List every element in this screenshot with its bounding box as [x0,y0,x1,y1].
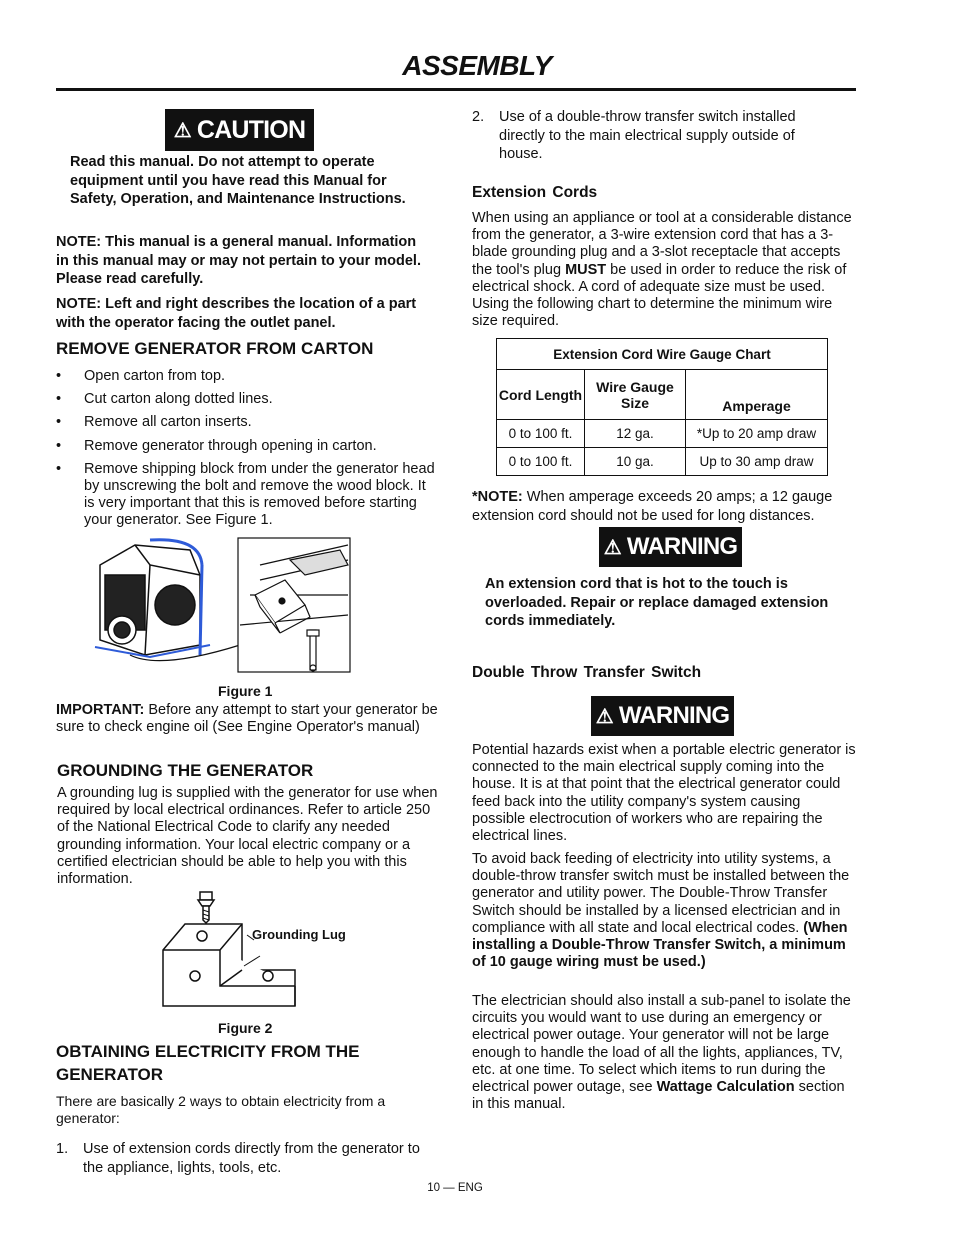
p3-text: The electrician should also install a sub-panel to isolate the circuits you would want to use during an emergency or electrical power outage. Your generator will not be large enough to handle the load of all the lights, appliances, TV, etc. at one time. To select which items to run during the electrical power outage, see [472,993,851,1096]
item-text: Use of extension cords directly from the generator to the appliance, lights, tools, etc. [83,1141,420,1176]
important-text: Before any attempt to start your generator be sure to check engine oil (See Engine Operator's manual) [56,702,438,736]
caution-text: Read this manual. Do not attempt to operate equipment until you have read this Manual for Safety, Operation, and Maintenance Instructions. [70,154,406,207]
wire-gauge-table [496,338,828,476]
obtaining-heading: OBTAINING ELECTRICITY FROM THE GENERATOR [56,1042,360,1084]
transfer-switch-heading: Double Throw Transfer Switch [472,664,702,681]
table-cell: 12 ga. [585,420,686,448]
note-label: *NOTE: [472,489,523,505]
figure2-caption: Figure 2 [218,1020,273,1036]
page-title: ASSEMBLY [402,50,552,81]
grounding-lug-label: Grounding Lug [252,927,346,942]
warning-triangle-icon: ⚠ [173,119,191,142]
item-number: 1. [56,1141,69,1157]
list-item: • Cut carton along dotted lines. [56,391,438,408]
table-cell: Up to 30 amp draw [686,448,828,476]
transfer-switch-p3 [472,993,857,1113]
grounding-lug-drawing [163,892,295,1006]
caution-badge [165,109,314,151]
shipping-block-detail [238,538,350,672]
method-item-1 [56,1140,441,1180]
table-header: Amperage [686,370,828,420]
warning-extension-text: An extension cord that is hot to the touch is overloaded. Repair or replace damaged extension cords immediately. [485,576,829,629]
table-cell: *Up to 20 amp draw [686,420,828,448]
ext-text-part: be used in order to reduce the risk of electrical shock. A cord of adequate size must be used. Using the following chart to determine the minimum wire size required. [472,261,847,330]
obtaining-text: There are basically 2 ways to obtain electricity from a generator: [56,1093,386,1127]
remove-steps-list [56,368,438,536]
important-label: IMPORTANT: [56,702,145,718]
extension-cords-text [472,210,852,330]
warning-triangle-icon: ⚠ [595,705,613,728]
table-row [497,448,828,476]
page-footer: 10 — ENG [427,1182,483,1194]
table-cell: 0 to 100 ft. [497,448,585,476]
remove-heading: REMOVE GENERATOR FROM CARTON [56,339,374,358]
note-general-manual: NOTE: This manual is a general manual. Information in this manual may or may not pertain to your model. Please read carefully. [56,234,421,287]
table-cell: 0 to 100 ft. [497,420,585,448]
important-note [56,702,441,736]
note-left-right: NOTE: Left and right describes the location of a part with the operator facing the outlet panel. [56,296,417,331]
list-item: • Remove shipping block from under the generator head by unscrewing the bolt and remove the wood block. It is very important that this is removed before starting your generator. See Figure 1. [56,461,438,530]
method-item-2 [472,108,857,166]
p3-bold: Wattage Calculation [656,1079,795,1096]
extension-cords-heading: Extension Cords [472,184,598,201]
warning-label: WARNING [618,702,730,729]
table-row [497,420,828,448]
caution-label: CAUTION [196,115,306,144]
amperage-note [472,488,857,525]
ext-must: MUST [565,261,607,278]
generator-drawing [95,540,240,661]
warning-label: WARNING [626,533,738,560]
warning-badge-2 [591,696,734,736]
figure2-illustration [160,888,320,1010]
grounding-text: A grounding lug is supplied with the generator for use when required by local electrical ordinances. Refer to article 250 of the National Electrical Code to clarify any needed grounding information. Your local electric company or a certified electrician should be able to help you with this information. [57,785,438,888]
table-header: Wire Gauge Size [585,370,686,420]
item-text: Use of a double-throw transfer switch installed directly to the main electrical supply outside of house. [499,109,796,162]
p2-text: To avoid back feeding of electricity into utility systems, a double-throw transfer switch must be installed between the generator and utility power. The Double-Throw Transfer Switch should be installed by a licensed electrician and in compliance with all state and local electrical codes. [472,851,850,936]
grounding-heading: GROUNDING THE GENERATOR [57,761,314,780]
note-text: When amperage exceeds 20 amps; a 12 gauge extension cord should not be used for long distances. [472,489,833,524]
warning-triangle-icon: ⚠ [603,536,621,559]
list-item: • Open carton from top. [56,368,438,385]
table-cell: 10 ga. [585,448,686,476]
table-header: Cord Length [497,370,585,420]
title-rule [56,88,856,91]
ext-text-part: When using an appliance or tool at a considerable distance from the generator, a 3-wire extension cord that has a 3-blade grounding plug and a 3-slot receptacle that accepts the tool's plug [472,210,852,278]
transfer-switch-p2 [472,851,857,971]
list-item: • Remove all carton inserts. [56,414,438,431]
transfer-switch-p1: Potential hazards exist when a portable electric generator is connected to the main electrical supply coming into the house. It is at that point that the electrical generator could feed back into the utility company's system causing possible electrocution of workers who are repairing the electrical lines. [472,742,856,845]
list-item: • Remove generator through opening in carton. [56,438,438,455]
item-number: 2. [472,109,485,125]
figure1-illustration [90,535,355,675]
p3-text: section in this manual. [472,1079,845,1113]
p2-bold: (When installing a Double-Throw Transfer Switch, a minimum of 10 gauge wiring must be used.) [472,919,848,971]
table-title: Extension Cord Wire Gauge Chart [497,339,828,370]
figure1-caption: Figure 1 [218,683,273,699]
warning-badge-1 [599,527,742,567]
